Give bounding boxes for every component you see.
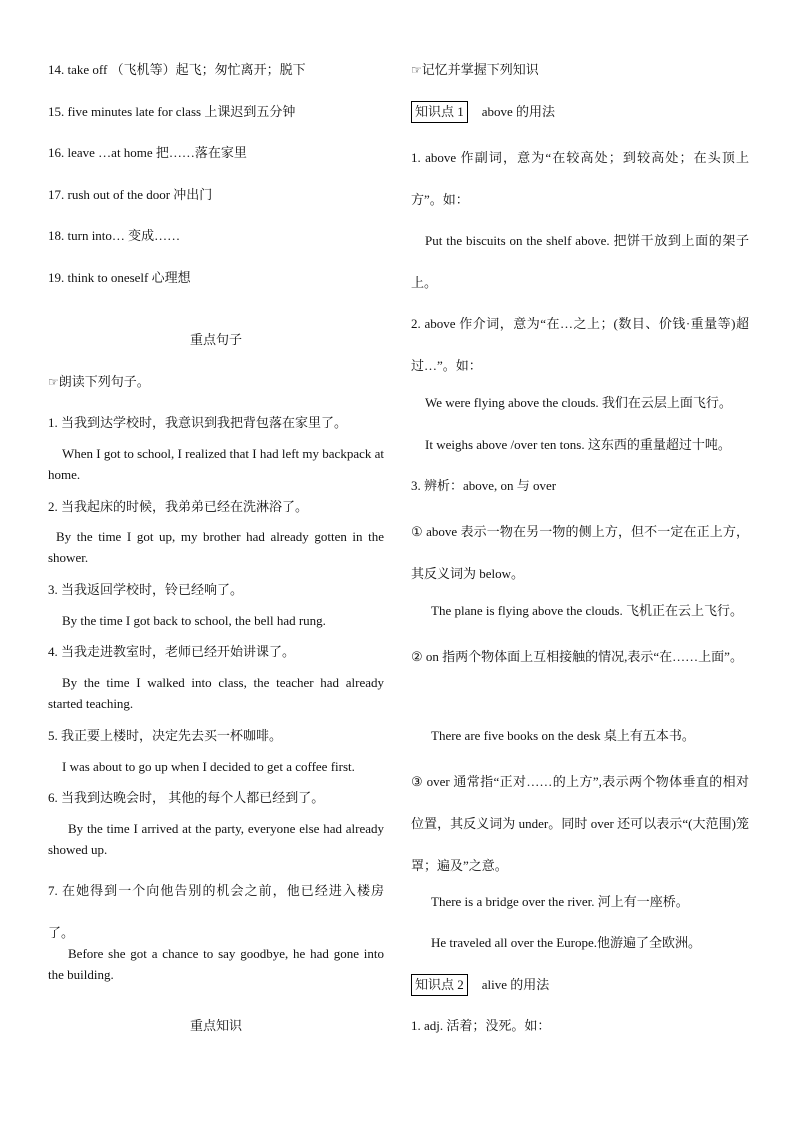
sentence-2-cn: 2. 当我起床的时候，我弟弟已经在洗淋浴了。 [48,499,309,514]
sentence-6-en: By the time I arrived at the party, everyone else had already showed up. [48,821,384,857]
sentence-2-en: By the time I got up, my brother had already gotten in the shower. [48,529,384,565]
sentence-5-cn: 5. 我正要上楼时，决定先去买一杯咖啡。 [48,728,283,743]
sentence-1-en: When I got to school, I realized that I had left my backpack at home. [48,446,384,482]
phrase-19: 19. think to oneself 心理想 [48,270,191,285]
memo-prompt-text: 记忆并掌握下列知识 [421,62,539,77]
sentence-1-cn: 1. 当我到达学校时，我意识到我把背包落在家里了。 [48,415,348,430]
phrase-18: 18. turn into… 变成…… [48,228,181,243]
knowledge-point-2-heading [411,974,549,996]
sentence-4-en: By the time I walked into class, the teacher had already started teaching. [48,675,384,711]
k1-point-a: ① above 表示一物在另一物的侧上方，但不一定在正上方，其反义词为 below。 [411,524,749,581]
phrase-15: 15. five minutes late for class 上课迟到五分钟 [48,104,296,119]
read-prompt-text: 朗读下列句子。 [58,374,150,389]
knowledge-point-2-title: alive 的用法 [481,977,550,992]
k1-point-c-example-1: There is a bridge over the river. 河上有一座桥。 [431,894,689,909]
k1-paragraph-1: 1. above 作副词，意为“在较高处；到较高处；在头顶上方”。如： [411,150,749,207]
section-title-sentences: 重点句子 [189,332,242,347]
k1-paragraph-2-example-2: It weighs above /over ten tons. 这东西的重量超过十吨。 [425,437,731,452]
k1-point-b-example: There are five books on the desk 桌上有五本书。 [431,728,695,743]
k1-point-a-example: The plane is flying above the clouds. 飞机正在云上飞行。 [431,603,743,618]
sentence-3-cn: 3. 当我返回学校时，铃已经响了。 [48,582,244,597]
k1-paragraph-2-example-1: We were flying above the clouds. 我们在云层上面飞行。 [425,395,732,410]
k1-paragraph-2: 2. above 作介词，意为“在…之上；(数目、价钱·重量等)超过…”。如： [411,316,749,373]
section-title-knowledge: 重点知识 [189,1018,242,1033]
sentence-4-cn: 4. 当我走进教室时，老师已经开始讲课了。 [48,644,296,659]
memo-prompt [411,62,539,78]
knowledge-point-1-title: above 的用法 [481,104,556,119]
sentence-7-cn: 7. 在她得到一个向他告别的机会之前，他已经进入楼房了。 [48,883,384,940]
k1-paragraph-1-example: Put the biscuits on the shelf above. 把饼干放到上面的架子上。 [411,233,749,290]
read-prompt [48,374,150,390]
phrase-17: 17. rush out of the door 冲出门 [48,187,213,202]
sentence-5-en: I was about to go up when I decided to get a coffee first. [62,759,355,774]
k1-point-c-example-2: He traveled all over the Europe.他游遍了全欧洲。 [431,935,702,950]
k1-paragraph-3: 3. 辨析：above, on 与 over [411,478,557,493]
phrase-16: 16. leave …at home 把……落在家里 [48,145,247,160]
pointing-hand-icon: ☞ [48,375,59,389]
phrase-14: 14. take off （飞机等）起飞；匆忙离开；脱下 [48,62,306,77]
sentence-7-en: Before she got a chance to say goodbye, he had gone into the building. [48,946,384,982]
knowledge-point-1-box: 知识点 1 [411,101,468,123]
knowledge-point-1-heading [411,101,555,123]
pointing-hand-icon: ☞ [411,63,422,77]
sentence-3-en: By the time I got back to school, the bell had rung. [62,613,326,628]
k1-point-b: ② on 指两个物体面上互相接触的情况,表示“在……上面”。 [411,649,743,664]
knowledge-point-2-box: 知识点 2 [411,974,468,996]
k1-point-c: ③ over 通常指“正对……的上方”,表示两个物体垂直的相对位置，其反义词为 under。同时 over 还可以表示“(大范围)笼罩；遍及”之意。 [411,774,749,873]
k2-paragraph-1: 1. adj. 活着；没死。如： [411,1018,551,1033]
sentence-6-cn: 6. 当我到达晚会时， 其他的每个人都已经到了。 [48,790,325,805]
